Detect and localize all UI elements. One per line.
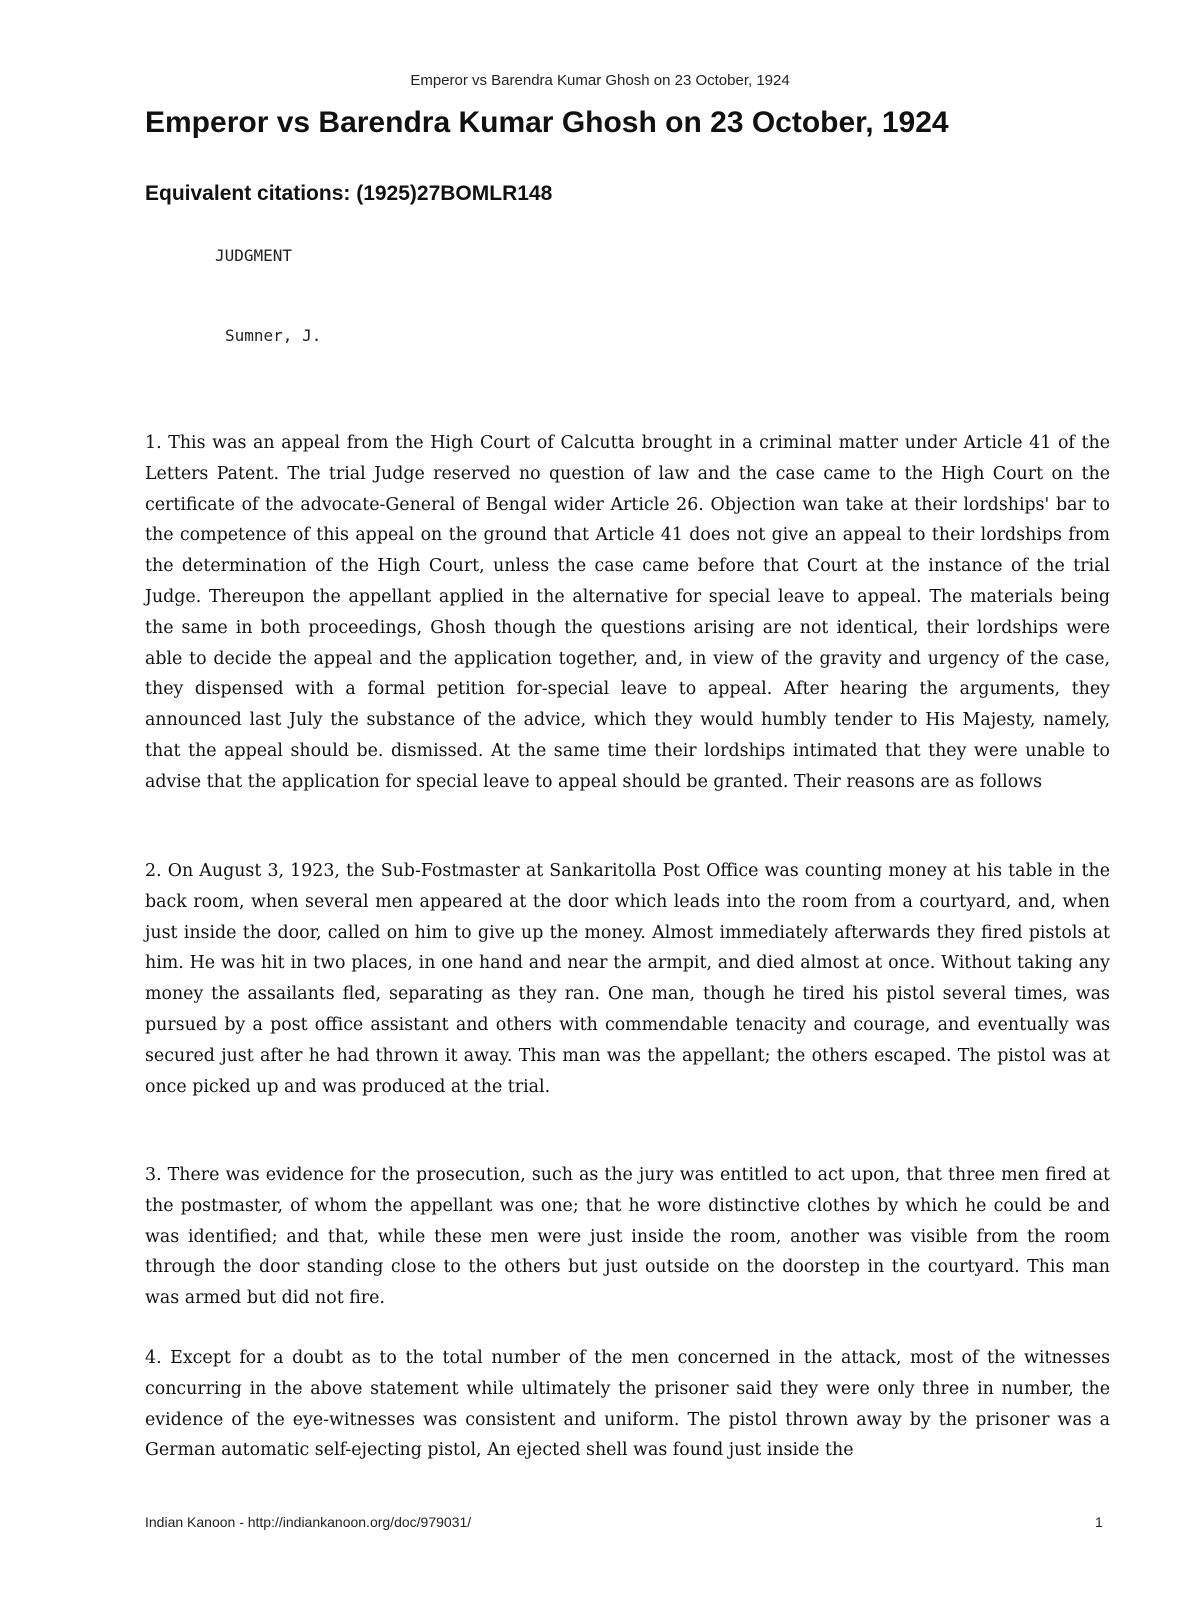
running-header: Emperor vs Barendra Kumar Ghosh on 23 October, 1924 bbox=[410, 72, 790, 89]
footer-source-link[interactable]: Indian Kanoon - http://indiankanoon.org/doc/979031/ bbox=[145, 1514, 472, 1530]
paragraph-4: 4. Except for a doubt as to the total number of the men concerned in the attack, most of the witnesses concurring in the above statement while ultimately the prisoner said they were only three in number, the evidence of the eye-witnesses was consistent and uniform. The pistol thrown away by the prisoner was a German automatic self-ejecting pistol, An ejected shell was found just inside the bbox=[145, 1348, 1110, 1461]
paragraph-3: 3. There was evidence for the prosecution, such as the jury was entitled to act upon, that three men fired at the postmaster, of whom the appellant was one; that he wore distinctive clothes by which he could be and was identified; and that, while these men were just inside the room, another was visible from the room through the door standing close to the others but just outside on the doorstep in the courtyard. This man was armed but did not fire. bbox=[145, 1165, 1110, 1309]
page-number: 1 bbox=[1095, 1514, 1103, 1530]
paragraph-2: 2. On August 3, 1923, the Sub-Fostmaster at Sankaritolla Post Office was counting money at his table in the back room, when several men appeared at the door which leads into the room from a courtyard, and, when just inside the door, called on him to give up the money. Almost immediately afterwards they fired pistols at him. He was hit in two places, in one hand and near the armpit, and died almost at once. Without taking any money the assailants fled, separating as they ran. One man, though he tired his pistol several times, was pursued by a post office assistant and others with commendable tenacity and courage, and eventually was secured just after he had thrown it away. This man was the appellant; the others escaped. The pistol was at once picked up and was produced at the trial. bbox=[145, 861, 1110, 1097]
equivalent-citations: Equivalent citations: (1925)27BOMLR148 bbox=[145, 182, 553, 205]
document-title: Emperor vs Barendra Kumar Ghosh on 23 October, 1924 bbox=[145, 106, 949, 139]
paragraph-1: 1. This was an appeal from the High Court of Calcutta brought in a criminal matter under Article 41 of the Letters Patent. The trial Judge reserved no question of law and the case came to the High Court on the certificate of the advocate-General of Bengal wider Article 26. Objection wan take at their lordships' bar to the competence of this appeal on the ground that Article 41 does not give an appeal to their lordships from the determination of the High Court, unless the case came before that Court at the instance of the trial Judge. Thereupon the appellant applied in the alternative for special leave to appeal. The materials being the same in both proceedings, Ghosh though the questions arising are not identical, their lordships were able to decide the appeal and the application together, and, in view of the gravity and urgency of the case, they dispensed with a formal petition for-special leave to appeal. After hearing the arguments, they announced last July the substance of the advice, which they would humbly tender to His Majesty, namely, that the appeal should be. dismissed. At the same time their lordships intimated that they were unable to advise that the application for special leave to appeal should be granted. Their reasons are as follows bbox=[145, 433, 1110, 792]
judge-name: Sumner, J. bbox=[225, 326, 322, 345]
judgment-label: JUDGMENT bbox=[215, 246, 293, 265]
